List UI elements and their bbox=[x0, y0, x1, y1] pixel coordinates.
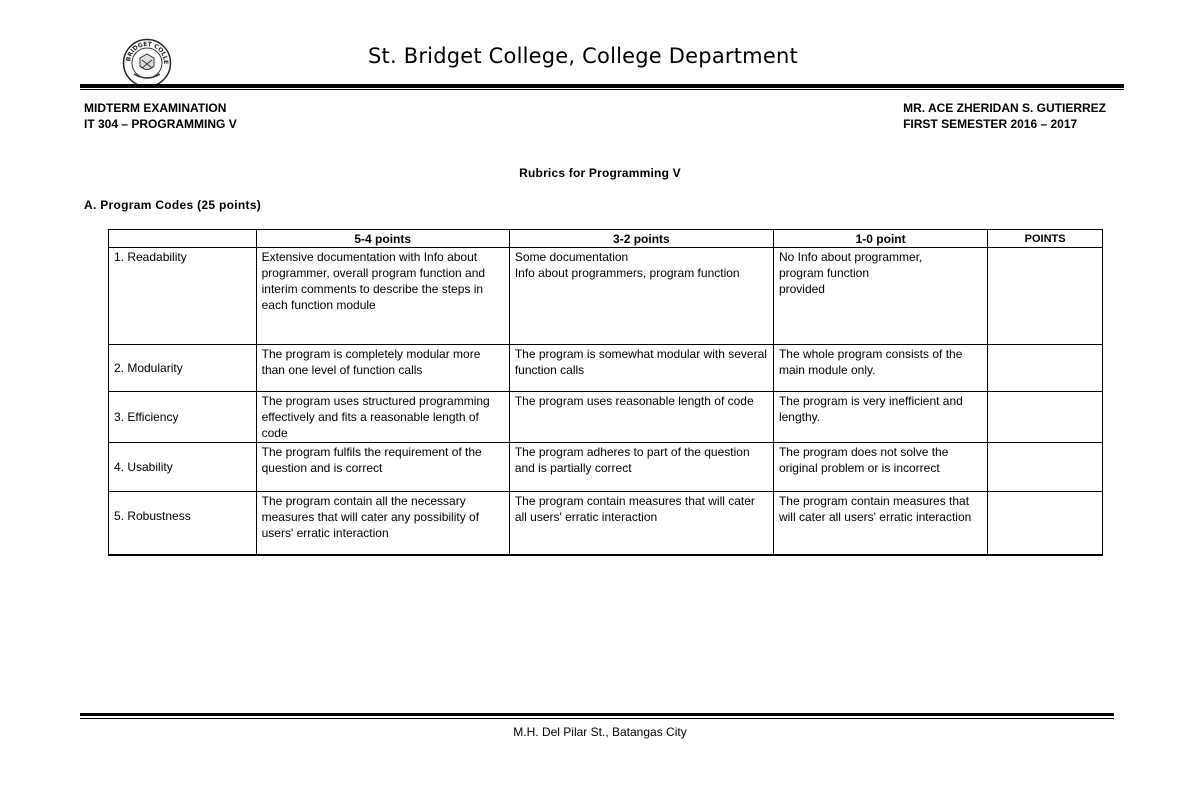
course-code: IT 304 – PROGRAMMING V bbox=[84, 117, 237, 131]
mid-score-cell: The program uses reasonable length of code bbox=[509, 392, 773, 443]
low-score-cell: The whole program consists of the main module only. bbox=[773, 345, 987, 392]
rubric-header-row bbox=[109, 230, 1103, 248]
header-points: POINTS bbox=[988, 230, 1103, 248]
high-score-cell: The program fulfils the requirement of the question and is correct bbox=[256, 443, 509, 492]
mid-score-cell: The program adheres to part of the question and is partially correct bbox=[509, 443, 773, 492]
low-score-cell: The program is very inefficient and lengthy. bbox=[773, 392, 987, 443]
mid-score-cell: The program is somewhat modular with several function calls bbox=[509, 345, 773, 392]
rubric-title: Rubrics for Programming V bbox=[519, 166, 681, 180]
exam-info-left bbox=[84, 100, 237, 132]
footer-rule bbox=[80, 713, 1114, 716]
points-cell[interactable] bbox=[988, 492, 1103, 555]
low-score-cell: The program contain measures that will cater all users' erratic interaction bbox=[773, 492, 987, 555]
footer-rule-thin bbox=[80, 718, 1114, 719]
rubric-table bbox=[108, 229, 1103, 556]
mid-score-cell: Some documentation Info about programmers, program function bbox=[509, 248, 773, 345]
table-row bbox=[109, 392, 1103, 443]
header-1-0-point: 1-0 point bbox=[773, 230, 987, 248]
table-row bbox=[109, 443, 1103, 492]
points-cell[interactable] bbox=[988, 443, 1103, 492]
low-score-cell: No Info about programmer, program function provided bbox=[773, 248, 987, 345]
table-row bbox=[109, 492, 1103, 555]
header-3-2-points: 3-2 points bbox=[509, 230, 773, 248]
points-cell[interactable] bbox=[988, 345, 1103, 392]
college-seal-logo bbox=[122, 38, 172, 88]
header-5-4-points: 5-4 points bbox=[256, 230, 509, 248]
semester: FIRST SEMESTER 2016 – 2017 bbox=[903, 117, 1078, 131]
header-criterion bbox=[109, 230, 257, 248]
criterion-cell: 1. Readability bbox=[109, 248, 257, 345]
high-score-cell: The program uses structured programming effectively and fits a reasonable length of code bbox=[256, 392, 509, 443]
criterion-cell: 3. Efficiency bbox=[109, 392, 257, 443]
footer-address: M.H. Del Pilar St., Batangas City bbox=[513, 725, 687, 739]
criterion-cell: 5. Robustness bbox=[109, 492, 257, 555]
high-score-cell: The program is completely modular more than one level of function calls bbox=[256, 345, 509, 392]
seal-lettering: BRIDGET COLLE bbox=[125, 40, 170, 65]
instructor-name: MR. ACE ZHERIDAN S. GUTIERREZ bbox=[903, 101, 1106, 115]
table-row bbox=[109, 248, 1103, 345]
section-title: A. Program Codes (25 points) bbox=[84, 198, 262, 212]
mid-score-cell: The program contain measures that will cater all users' erratic interaction bbox=[509, 492, 773, 555]
college-title: St. Bridget College, College Department bbox=[368, 44, 798, 68]
exam-info-right bbox=[903, 100, 1106, 132]
header-rule-thin bbox=[80, 89, 1124, 90]
criterion-cell: 4. Usability bbox=[109, 443, 257, 492]
header-rule bbox=[80, 84, 1124, 88]
criterion-cell: 2. Modularity bbox=[109, 345, 257, 392]
exam-name: MIDTERM EXAMINATION bbox=[84, 101, 227, 115]
high-score-cell: Extensive documentation with Info about programmer, overall program function and interim comments to describe the steps in each function module bbox=[256, 248, 509, 345]
table-row bbox=[109, 345, 1103, 392]
high-score-cell: The program contain all the necessary measures that will cater any possibility of users' erratic interaction bbox=[256, 492, 509, 555]
points-cell[interactable] bbox=[988, 248, 1103, 345]
low-score-cell: The program does not solve the original problem or is incorrect bbox=[773, 443, 987, 492]
points-cell[interactable] bbox=[988, 392, 1103, 443]
